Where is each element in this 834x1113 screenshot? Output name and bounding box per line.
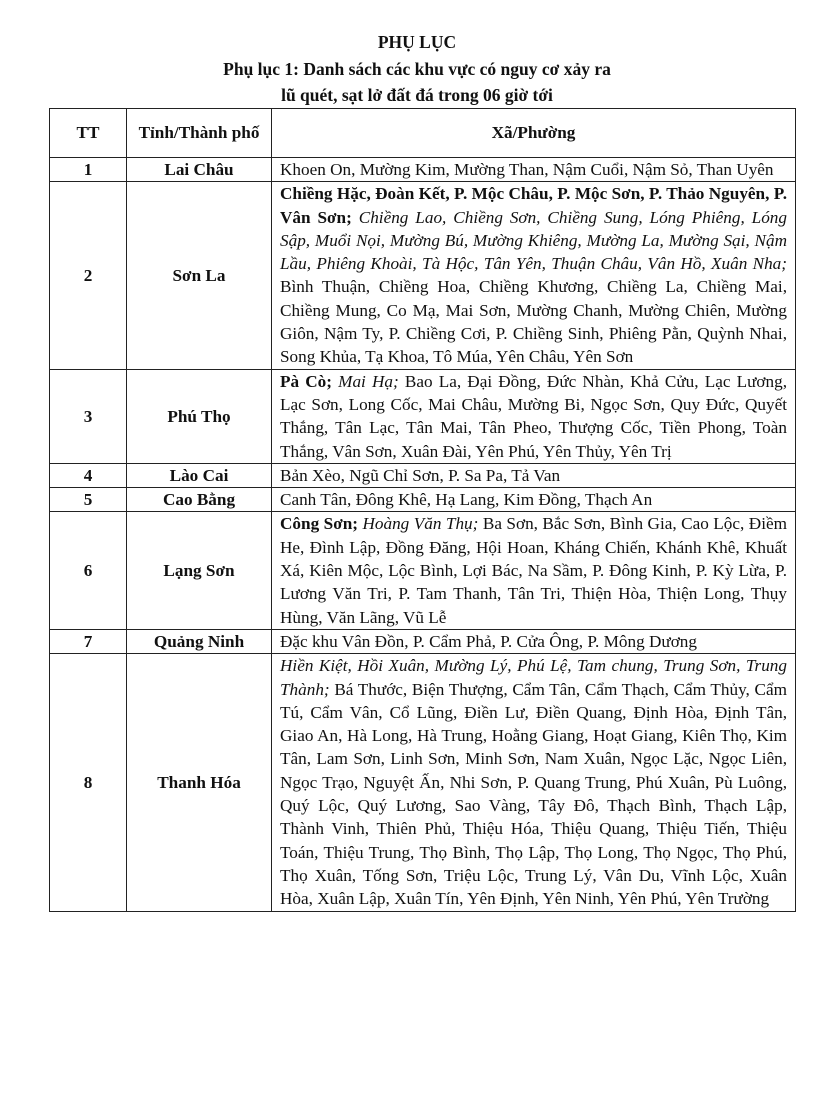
row-number: 1 bbox=[50, 158, 127, 182]
header-province: Tỉnh/Thành phố bbox=[127, 109, 272, 158]
appendix-subtitle-line-2: lũ quét, sạt lở đất đá trong 06 giờ tới bbox=[281, 85, 553, 105]
commune-list-bold: Chiềng Hặc, Đoàn Kết, P. Mộc Châu, P. Mộc Sơn, P. Thảo Nguyên, P. Vân Sơn; bbox=[280, 184, 787, 227]
province-name: Lạng Sơn bbox=[127, 512, 272, 629]
commune-list bbox=[272, 182, 796, 369]
commune-list-bold: Pà Cò; bbox=[280, 371, 332, 391]
commune-list-italic: Hoàng Văn Thụ; bbox=[358, 514, 479, 534]
commune-list-normal: Bao La, Đại Đồng, Đức Nhàn, Khả Cửu, Lạc Lương, Lạc Sơn, Long Cốc, Mai Châu, Mường Bi, Ngọc Sơn, Quy Đức, Quyết Thắng, Tân Lạc, Tân Mai, Tân Pheo, Thượng Cốc, Tiền Phong, Toàn Thắng, Vân Sơn, Xuân Đài, Yên Phú, Yên Thủy, Yên Trị bbox=[280, 371, 788, 461]
province-name: Phú Thọ bbox=[127, 369, 272, 463]
table-row bbox=[50, 654, 796, 911]
commune-list-normal: Bá Thước, Biện Thượng, Cẩm Tân, Cẩm Thạch, Cẩm Thủy, Cẩm Tú, Cẩm Vân, Cổ Lũng, Điền Lư, Điền Quang, Định Hòa, Định Tân, Giao An, Hà Long, Hà Trung, Hoằng Giang, Hoạt Giang, Kiên Thọ, Kim Tân, Lam Sơn, Linh Sơn, Minh Sơn, Nam Xuân, Ngọc Lặc, Ngọc Liên, Ngọc Trạo, Nguyệt Ấn, Nhi Sơn, P. Quang Trung, Phú Xuân, Pù Luông, Quý Lộc, Quý Lương, Sao Vàng, Tây Đô, Thạch Bình, Thạch Lập, Thành Vinh, Thiên Phủ, Thiệu Hóa, Thiệu Quang, Thiệu Tiến, Thiệu Toán, Thiệu Trung, Thọ Bình, Thọ Lập, Thọ Long, Thọ Ngọc, Thọ Phú, Thọ Xuân, Tống Sơn, Triệu Lộc, Trung Lý, Vân Du, Vĩnh Lộc, Xuân Hòa, Xuân Lập, Xuân Tín, Yên Định, Yên Ninh, Yên Phú, Yên Trường bbox=[280, 679, 787, 909]
province-name: Quảng Ninh bbox=[127, 629, 272, 653]
table-row bbox=[50, 488, 796, 512]
commune-list bbox=[272, 158, 796, 182]
commune-list-italic: Chiềng Lao, Chiềng Sơn, Chiềng Sung, Lóng Phiêng, Lóng Sập, Muổi Nọi, Mường Bú, Mường Khiêng, Mường La, Mường Sại, Nậm Lầu, Phiêng Khoài, Tà Hộc, Tân Yên, Thuận Châu, Vân Hồ, Xuân Nha; bbox=[280, 207, 787, 274]
row-number: 4 bbox=[50, 463, 127, 487]
table-row bbox=[50, 629, 796, 653]
header-tt: TT bbox=[50, 109, 127, 158]
row-number: 2 bbox=[50, 182, 127, 369]
commune-list bbox=[272, 488, 796, 512]
commune-list bbox=[272, 369, 796, 463]
table-header-row bbox=[50, 109, 796, 158]
commune-list bbox=[272, 512, 796, 629]
province-name: Sơn La bbox=[127, 182, 272, 369]
row-number: 3 bbox=[50, 369, 127, 463]
row-number: 6 bbox=[50, 512, 127, 629]
commune-list-normal: Ba Sơn, Bắc Sơn, Bình Gia, Cao Lộc, Điềm He, Đình Lập, Đồng Đăng, Hội Hoan, Kháng Chiến, Khánh Khê, Khuất Xá, Kiên Mộc, Lộc Bình, Lợi Bác, Na Sầm, P. Đông Kinh, P. Kỳ Lừa, P. Lương Văn Tri, P. Tam Thanh, Tân Tri, Thiện Hòa, Thiện Long, Thụy Hùng, Văn Lãng, Vũ Lễ bbox=[280, 514, 787, 627]
table-row bbox=[50, 182, 796, 369]
province-name: Lào Cai bbox=[127, 463, 272, 487]
commune-list bbox=[272, 654, 796, 911]
commune-list-bold: Công Sơn; bbox=[280, 514, 358, 534]
commune-list-normal: Đặc khu Vân Đồn, P. Cẩm Phả, P. Cửa Ông, P. Mông Dương bbox=[280, 631, 697, 651]
header-commune: Xã/Phường bbox=[272, 109, 796, 158]
row-number: 5 bbox=[50, 488, 127, 512]
table-row bbox=[50, 369, 796, 463]
table-row bbox=[50, 158, 796, 182]
commune-list-normal: Khoen On, Mường Kim, Mường Than, Nậm Cuổi, Nậm Sỏ, Than Uyên bbox=[280, 160, 774, 179]
province-name: Thanh Hóa bbox=[127, 654, 272, 911]
commune-list bbox=[272, 629, 796, 653]
commune-list bbox=[272, 463, 796, 487]
appendix-subtitle-line-1: Phụ lục 1: Danh sách các khu vực có nguy cơ xảy ra bbox=[223, 59, 611, 79]
province-name: Lai Châu bbox=[127, 158, 272, 182]
row-number: 7 bbox=[50, 629, 127, 653]
commune-list-normal: Bình Thuận, Chiềng Hoa, Chiềng Khương, Chiềng La, Chiềng Mai, Chiềng Mung, Co Mạ, Mai Sơn, Mường Chanh, Mường Chiên, Mường Giôn, Nậm Ty, P. Chiềng Cơi, P. Chiềng Sinh, Phiêng Pằn, Quỳnh Nhai, Song Khủa, Tạ Khoa, Tô Múa, Yên Châu, Yên Sơn bbox=[280, 277, 787, 367]
row-number: 8 bbox=[50, 654, 127, 911]
commune-list-normal: Canh Tân, Đông Khê, Hạ Lang, Kim Đồng, Thạch An bbox=[280, 490, 653, 510]
commune-list-normal: Bản Xèo, Ngũ Chỉ Sơn, P. Sa Pa, Tả Van bbox=[280, 465, 561, 485]
document-title: PHỤ LỤC bbox=[377, 32, 457, 52]
province-name: Cao Bằng bbox=[127, 488, 272, 512]
risk-area-table bbox=[49, 108, 796, 912]
commune-list-italic: Hiền Kiệt, Hồi Xuân, Mường Lý, Phú Lệ, Tam chung, Trung Sơn, Trung Thành; bbox=[280, 656, 787, 699]
commune-list-italic: Mai Hạ; bbox=[331, 371, 399, 391]
table-row bbox=[50, 512, 796, 629]
table-row bbox=[50, 463, 796, 487]
